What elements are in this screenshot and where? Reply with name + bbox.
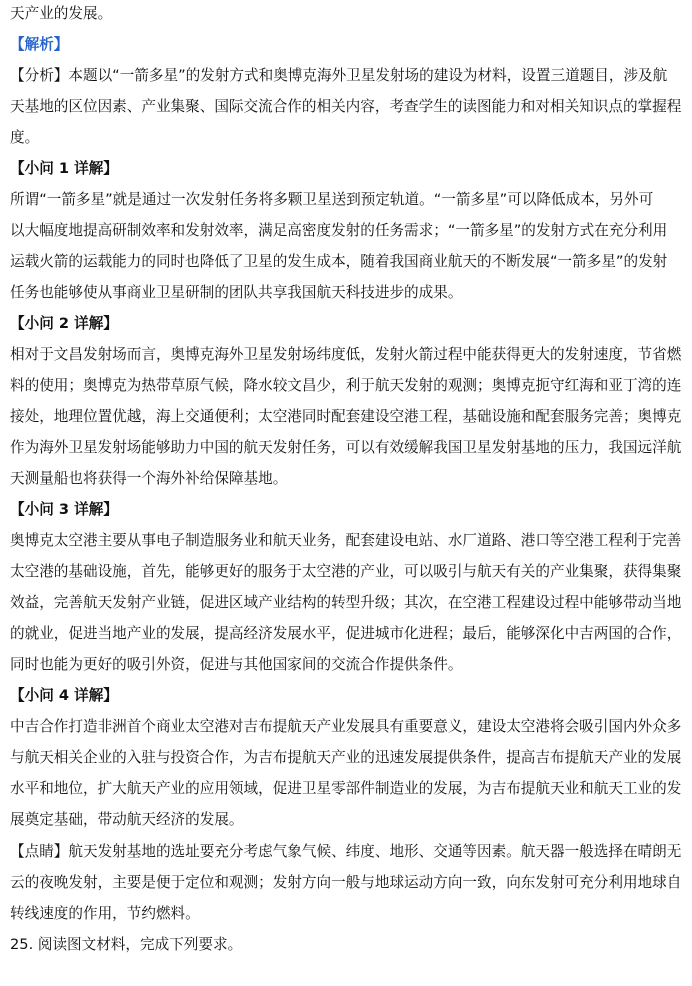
analysis-heading: 【解析】: [10, 36, 69, 53]
text-line: 奥博克太空港主要从事电子制造服务业和航天业务，配套建设电站、水厂道路、港口等空港工程利于完善: [10, 532, 682, 549]
sub-question-4-heading: 【小问 4 详解】: [10, 687, 118, 704]
text-line: 水平和地位，扩大航天产业的应用领域，促进卫星零部件制造业的发展，为吉布提航天业和航天工业的发: [10, 780, 682, 797]
text-line: 所谓“一箭多星”就是通过一次发射任务将多颗卫星送到预定轨道。“一箭多星”可以降低成本，另外可: [10, 191, 654, 208]
text-line: 运载火箭的运载能力的同时也降低了卫星的发生成本，随着我国商业航天的不断发展“一箭多星”的发射: [10, 253, 668, 270]
text-line: 以大幅度地提高研制效率和发射效率，满足高密度发射的任务需求；“一箭多星”的发射方式在充分利用: [10, 222, 668, 239]
text-line: 作为海外卫星发射场能够助力中国的航天发射任务，可以有效缓解我国卫星发射基地的压力，我国远洋航: [10, 439, 682, 456]
text-line: 的就业，促进当地产业的发展，提高经济发展水平，促进城市化进程；最后，能够深化中吉两国的合作，: [10, 625, 682, 642]
text-line: 效益，完善航天发射产业链，促进区域产业结构的转型升级；其次，在空港工程建设过程中能够带动当地: [10, 594, 682, 611]
text-line: 料的使用；奥博克为热带草原气候，降水较文昌少，利于航天发射的观测；奥博克扼守红海和亚丁湾的连: [10, 377, 682, 394]
analysis-intro-line: 【分析】本题以“一箭多星”的发射方式和奥博克海外卫星发射场的建设为材料，设置三道题目，涉及航: [10, 67, 668, 84]
text-line: 天基地的区位因素、产业集聚、国际交流合作的相关内容，考查学生的读图能力和对相关知识点的掌握程: [10, 98, 682, 115]
text-line: 云的夜晚发射，主要是便于定位和观测；发射方向一般与地球运动方向一致，向东发射可充分利用地球自: [10, 874, 682, 891]
text-line: 转线速度的作用，节约燃料。: [10, 905, 200, 922]
question-25-prompt: 25. 阅读图文材料，完成下列要求。: [10, 936, 243, 953]
key-point-line: 【点睛】航天发射基地的选址要充分考虑气象气候、纬度、地形、交通等因素。航天器一般选择在晴朗无: [10, 843, 682, 860]
text-line: 与航天相关企业的入驻与投资合作，为吉布提航天产业的迅速发展提供条件，提高吉布提航天产业的发展: [10, 749, 682, 766]
text-line: 天产业的发展。: [10, 5, 113, 22]
sub-question-1-heading: 【小问 1 详解】: [10, 160, 118, 177]
text-line: 度。: [10, 129, 40, 146]
text-line: 展奠定基础，带动航天经济的发展。: [10, 811, 244, 828]
text-line: 任务也能够使从事商业卫星研制的团队共享我国航天科技进步的成果。: [10, 284, 463, 301]
sub-question-2-heading: 【小问 2 详解】: [10, 315, 118, 332]
text-line: 天测量船也将获得一个海外补给保障基地。: [10, 470, 288, 487]
text-line: 中吉合作打造非洲首个商业太空港对吉布提航天产业发展具有重要意义，建设太空港将会吸引国内外众多: [10, 718, 682, 735]
text-line: 同时也能为更好的吸引外资，促进与其他国家间的交流合作提供条件。: [10, 656, 463, 673]
sub-question-3-heading: 【小问 3 详解】: [10, 501, 118, 518]
text-line: 相对于文昌发射场而言，奥博克海外卫星发射场纬度低，发射火箭过程中能获得更大的发射速度，节省燃: [10, 346, 682, 363]
text-line: 接处，地理位置优越，海上交通便利；太空港同时配套建设空港工程，基础设施和配套服务完善；奥博克: [10, 408, 682, 425]
text-line: 太空港的基础设施，首先，能够更好的服务于太空港的产业，可以吸引与航天有关的产业集聚，获得集聚: [10, 563, 682, 580]
